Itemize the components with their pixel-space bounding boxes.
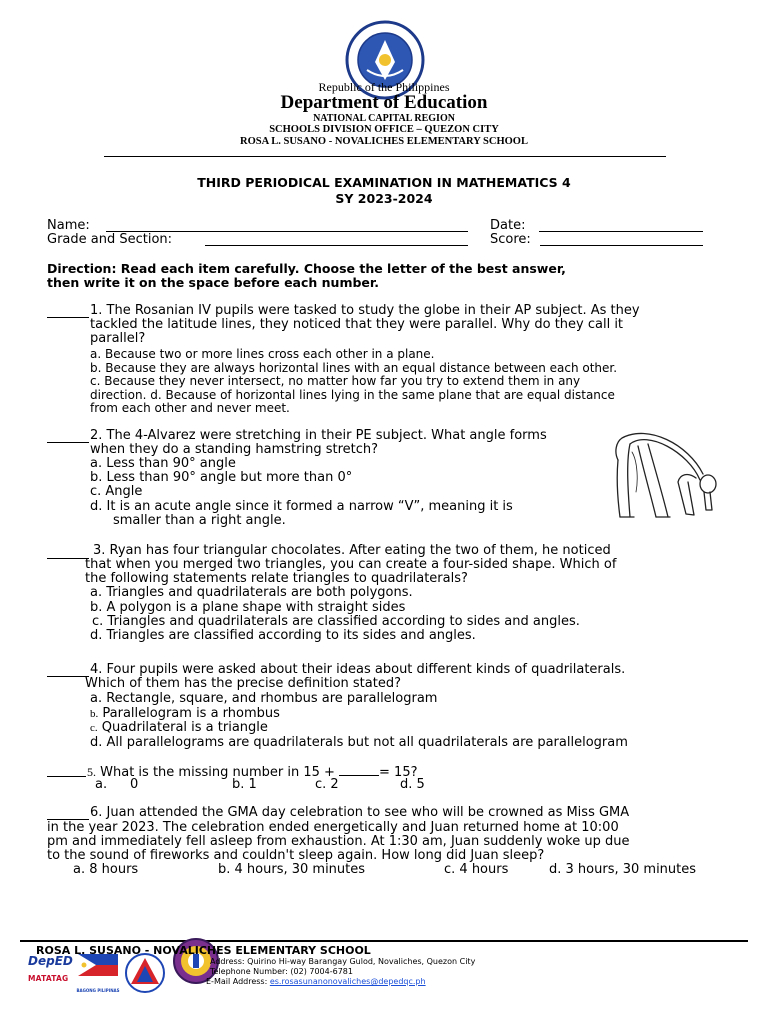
q2-option-a: a. Less than 90° angle <box>90 456 236 471</box>
q1-stem-line-1: 1. The Rosanian IV pupils were tasked to study the globe in their AP subject. As they <box>90 303 640 318</box>
q6-option-d: d. 3 hours, 30 minutes <box>549 862 697 877</box>
q6-stem-line-1: 6. Juan attended the GMA day celebration to see who will be crowned as Miss GMA <box>90 805 630 820</box>
q2-option-b: b. Less than 90° angle but more than 0° <box>90 470 353 485</box>
q4-option-c <box>90 721 268 736</box>
footer-school-name: ROSA L. SUSANO - NOVALICHES ELEMENTARY SCHOOL <box>36 944 371 957</box>
score-field[interactable] <box>540 245 703 246</box>
q4-stem-line-2: Which of them has the precise definition stated? <box>85 676 401 691</box>
footer-address: Address: Quirino Hi-way Barangay Gulod, Novaliches, Quezon City <box>210 957 476 966</box>
q5-option-a-value: 0 <box>130 777 139 792</box>
score-label: Score: <box>490 232 531 247</box>
school-year: SY 2023-2024 <box>335 191 433 206</box>
q4-option-c-text: Quadrilateral is a triangle <box>101 720 268 735</box>
deped-logo <box>28 954 74 994</box>
grade-section-label: Grade and Section: <box>47 232 173 247</box>
q3-option-d: d. Triangles are classified according to its sides and angles. <box>90 628 476 643</box>
q4-option-d: d. All parallelograms are quadrilaterals but not all quadrilaterals are parallelogram <box>90 735 628 750</box>
q3-stem-line-1: 3. Ryan has four triangular chocolates. After eating the two of them, he noticed <box>93 543 611 558</box>
q4-option-c-letter: c. <box>90 722 98 734</box>
q2-option-d-line-1: d. It is an acute angle since it formed a narrow “V”, meaning it is <box>90 499 513 514</box>
bagong-pilipinas-text: BAGONG PILIPINAS <box>76 988 120 993</box>
q5-option-b: b. 1 <box>232 777 257 792</box>
q3-stem-line-2: that when you merged two triangles, you can create a four-sided shape. Which of <box>85 557 617 572</box>
q6-option-b: b. 4 hours, 30 minutes <box>218 862 366 877</box>
q1-option-c-line-1: c. Because they never intersect, no matter how far you try to extend them in any <box>90 374 581 388</box>
header-divider <box>104 156 666 157</box>
q3-option-c: c. Triangles and quadrilaterals are classified according to sides and angles. <box>92 614 580 629</box>
q1-stem-line-2: tackled the latitude lines, they noticed that they were parallel. Why do they call it <box>90 317 624 332</box>
q3-option-a: a. Triangles and quadrilaterals are both polygons. <box>90 585 413 600</box>
division-office-logo <box>124 952 166 994</box>
q5-option-a-letter: a. <box>95 777 108 792</box>
q2-stem-line-2: when they do a standing hamstring stretch? <box>90 442 379 457</box>
matatag-text: MATATAG <box>28 974 69 983</box>
answer-blank-5[interactable] <box>47 776 86 777</box>
q5-option-d: d. 5 <box>400 777 425 792</box>
q6-option-c: c. 4 hours <box>444 862 509 877</box>
region-line: NATIONAL CAPITAL REGION <box>313 113 455 124</box>
q2-stem-line-1: 2. The 4-Alvarez were stretching in their PE subject. What angle forms <box>90 428 547 443</box>
answer-blank-2[interactable] <box>47 442 89 443</box>
q1-stem-line-3: parallel? <box>90 331 146 346</box>
footer-email <box>206 977 426 986</box>
footer-email-label: E-Mail Address: <box>206 977 268 986</box>
q6-stem-line-4: to the sound of fireworks and couldn't sleep again. How long did Juan sleep? <box>47 848 545 863</box>
q4-stem-line-1: 4. Four pupils were asked about their ideas about different kinds of quadrilaterals. <box>90 662 626 677</box>
grade-section-field[interactable] <box>205 245 468 246</box>
date-label: Date: <box>490 218 526 233</box>
q6-option-a: a. 8 hours <box>73 862 139 877</box>
school-line: ROSA L. SUSANO - NOVALICHES ELEMENTARY SCHOOL <box>240 136 528 147</box>
q5-option-c: c. 2 <box>315 777 339 792</box>
exam-title: THIRD PERIODICAL EXAMINATION IN MATHEMATICS 4 <box>197 175 571 190</box>
direction-line-1: Direction: Read each item carefully. Choose the letter of the best answer, <box>47 261 566 276</box>
q3-option-b: b. A polygon is a plane shape with straight sides <box>90 600 406 615</box>
division-line: SCHOOLS DIVISION OFFICE – QUEZON CITY <box>269 124 499 135</box>
q1-option-c-line-3: from each other and never meet. <box>90 401 290 415</box>
q5-number: 5. <box>87 765 96 779</box>
answer-blank-3[interactable] <box>47 558 89 559</box>
q1-option-b: b. Because they are always horizontal lines with an equal distance between each other. <box>90 361 618 375</box>
q4-option-b-text: Parallelogram is a rhombus <box>102 706 280 721</box>
name-label: Name: <box>47 218 90 233</box>
answer-blank-1[interactable] <box>47 317 89 318</box>
deped-logo-text: DepED <box>28 954 73 968</box>
q4-option-a: a. Rectangle, square, and rhombus are parallelogram <box>90 691 438 706</box>
q4-option-b-letter: b. <box>90 708 99 720</box>
republic-line: Republic of the Philippines <box>318 80 450 94</box>
date-field[interactable] <box>539 231 703 232</box>
department-title: Department of Education <box>280 92 488 113</box>
answer-blank-4[interactable] <box>47 676 89 677</box>
q5-stem-a: What is the missing number in 15 + <box>100 765 340 780</box>
q6-stem-line-3: pm and immediately fell asleep from exhaustion. At 1:30 am, Juan suddenly woke up due <box>47 834 630 849</box>
footer-phone: Telephone Number: (02) 7004-6781 <box>210 967 353 976</box>
q2-option-c: c. Angle <box>90 484 143 499</box>
hamstring-stretch-illustration <box>608 422 726 522</box>
q2-option-d-line-2: smaller than a right angle. <box>113 513 286 528</box>
q5-stem-b: = 15? <box>379 765 418 780</box>
q3-stem-line-3: the following statements relate triangles to quadrilaterals? <box>85 571 468 586</box>
footer-email-link[interactable]: es.rosasunanonovaliches@depedqc.ph <box>269 977 426 986</box>
q6-stem-line-2: in the year 2023. The celebration ended energetically and Juan returned home at 10:00 <box>47 820 619 835</box>
direction-line-2: then write it on the space before each number. <box>47 275 380 290</box>
footer-divider <box>20 940 748 942</box>
q5-missing-number-blank <box>339 764 379 776</box>
q1-option-a: a. Because two or more lines cross each other in a plane. <box>90 347 435 361</box>
q1-option-c-line-2: direction. d. Because of horizontal lines lying in the same plane that are equal distance <box>90 388 615 402</box>
